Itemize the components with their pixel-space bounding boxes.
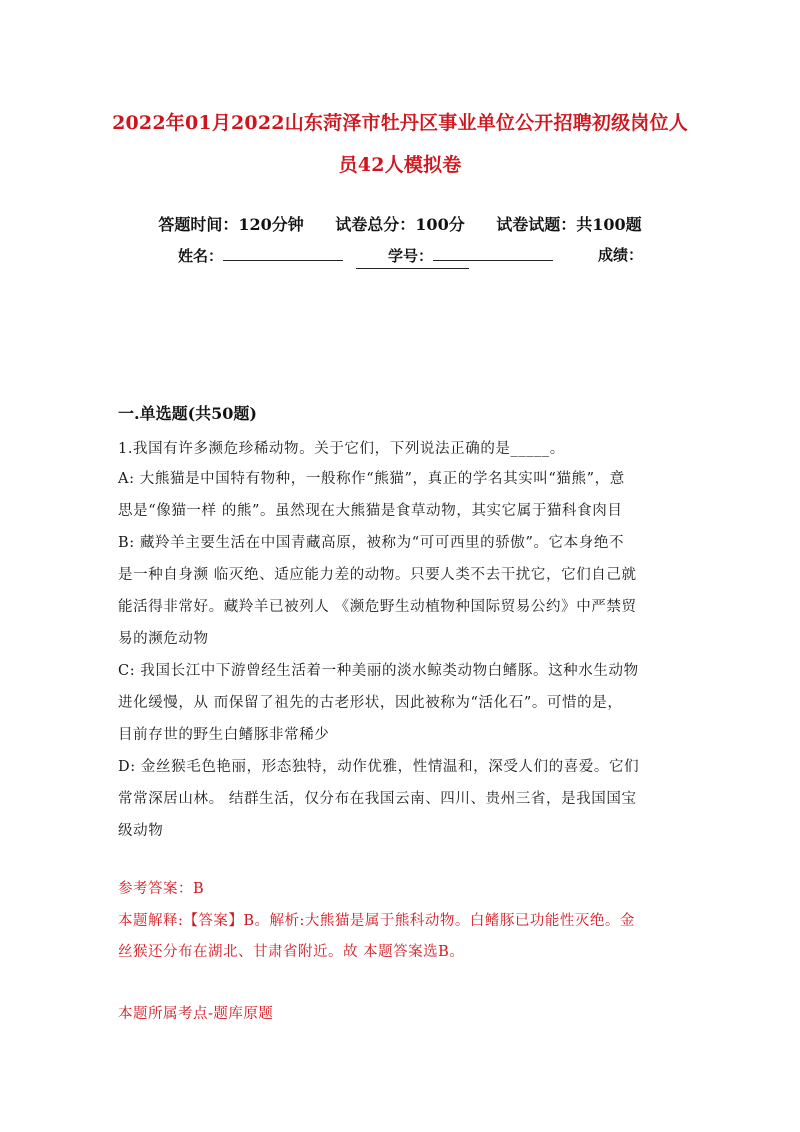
option-a-line2: 思是“像猫一样 的熊”。虽然现在大熊猫是食草动物，其实它属于猫科食肉目 [118, 503, 623, 519]
explanation-line2: 丝猴还分布在湖北、甘肃省附近。故 本题答案选B。 [118, 944, 465, 960]
question-stem: 1.我国有许多濒危珍稀动物。关于它们，下列说法正确的是_____。 [118, 441, 565, 457]
name-blank[interactable] [223, 244, 343, 261]
option-b-line3: 能活得非常好。藏羚羊已被列人 《濒危野生动植物种国际贸易公约》中严禁贸 [118, 599, 637, 615]
option-c-line3: 目前存世的野生白鳍豚非常稀少 [118, 727, 330, 743]
name-label: 姓名： [178, 247, 224, 265]
exam-title-line1: 2022年01月2022山东菏泽市牡丹区事业单位公开招聘初级岗位人 [112, 112, 688, 134]
option-a-line1: A: 大熊猫是中国特有物种，一般称作“熊猫”，真正的学名其实叫“猫熊”，意 [118, 471, 625, 487]
exam-meta [0, 212, 800, 235]
score-blank[interactable] [356, 268, 469, 269]
reference-answer: 参考答案：B [118, 881, 205, 897]
exam-time: 答题时间：120分钟 [158, 215, 304, 234]
id-label: 学号： [388, 247, 434, 265]
option-c-line1: C: 我国长江中下游曾经生活着一种美丽的淡水鲸类动物白鳍豚。这种水生动物 [118, 663, 639, 679]
option-d-line3: 级动物 [118, 823, 164, 839]
exam-question-count: 试卷试题：共100题 [496, 215, 642, 234]
score-field [598, 244, 643, 265]
section-heading: 一.单选题(共50题) [118, 404, 257, 423]
explanation-line1: 本题解释:【答案】B。解析:大熊猫是属于熊科动物。白鳍豚已功能性灭绝。金 [118, 913, 635, 929]
question-source: 本题所属考点-题库原题 [118, 1006, 274, 1022]
name-field [178, 244, 343, 266]
option-b-line1: B: 藏羚羊主要生活在中国青藏高原，被称为“可可西里的骄傲”。它本身绝不 [118, 535, 625, 551]
option-d-line1: D: 金丝猴毛色艳丽，形态独特，动作优雅，性情温和，深受人们的喜爱。它们 [118, 759, 640, 775]
option-b-line4: 易的濒危动物 [118, 631, 209, 647]
score-label: 成绩： [598, 246, 644, 264]
option-b-line2: 是一种自身濒 临灭绝、适应能力差的动物。只要人类不去干扰它，它们自己就 [118, 567, 637, 583]
exam-title-line2: 员42人模拟卷 [338, 154, 462, 176]
id-blank[interactable] [433, 244, 553, 261]
id-field [388, 244, 553, 266]
exam-total-score: 试卷总分：100分 [335, 215, 465, 234]
option-c-line2: 进化缓慢，从 而保留了祖先的古老形状，因此被称为“活化石”。可惜的是， [118, 695, 623, 711]
option-d-line2: 常常深居山林。 结群生活，仅分布在我国云南、四川、贵州三省，是我国国宝 [118, 791, 637, 807]
